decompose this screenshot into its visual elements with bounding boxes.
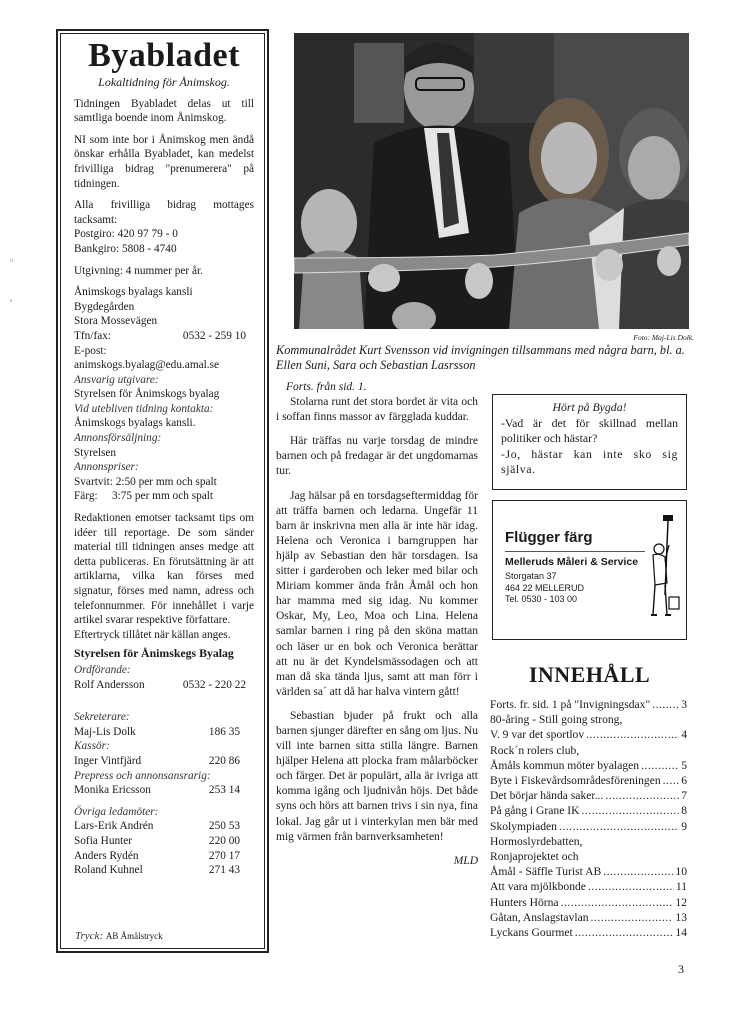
issues-text: Utgivning: 4 nummer per år. bbox=[74, 264, 203, 277]
contents-leader-dots bbox=[663, 773, 680, 788]
ad-price-bw: Svartvit: 2:50 per mm och spalt bbox=[74, 475, 217, 488]
other-member-phone: 270 17 bbox=[208, 849, 240, 862]
ad-prices-label: Annonspriser: bbox=[74, 461, 139, 474]
advertisement-box bbox=[492, 500, 687, 640]
contents-entry bbox=[490, 864, 687, 879]
article-paragraph: Jag hälsar på en torsdagseftermiddag för att träffa barnen och ledarna. Ungefär 11 barn är inskrivna men alla är inte här idag. Helena och Veronica i barngruppen har hjälp av Sebastian den här torsdagen. Isa sitter i garderoben och leker med bilar och Miriam kommer ända från Åmål och hon har mamma med sig idag. Nu kommer Oskar, My, Leo, Moa och Lina. Helena samlar barnen i ring på den sköna mattan och läser ur en bok och Veronica berättar att nu är det Kyndelsmässodagen och att man då ska tända ljus, samt att man förr i världen sa´ att då har halva vintern gått! bbox=[276, 489, 478, 698]
board-member-name: Rolf Andersson bbox=[74, 678, 145, 691]
contents-entry-page: 5 bbox=[681, 758, 687, 772]
other-member-phone: 220 00 bbox=[208, 834, 240, 847]
masthead-info-box bbox=[60, 33, 265, 949]
contents-entry bbox=[490, 895, 687, 910]
contents-entry bbox=[490, 803, 687, 818]
contents-entry-page: 3 bbox=[681, 698, 687, 711]
contents-leader-dots bbox=[559, 819, 679, 834]
editorial-text: Redaktionen emotser tacksamt tips om idéer till reportage. De som sänder material till tidningen anses medge att detta publiceras. En förutsättning är att artiklarna, vilka kan förses med signatur, förses med namn, adress och telefonnummer. För innehållet i varje artikel svarar respektive författare. bbox=[74, 512, 254, 627]
contents-leader-dots bbox=[641, 758, 679, 773]
contents-leader-dots bbox=[591, 910, 674, 925]
phone-value: 0532 - 259 10 bbox=[182, 329, 246, 342]
ad-divider bbox=[505, 551, 645, 552]
contents-entry-title: 80-åring - Still going strong, bbox=[490, 713, 623, 727]
contents-entry bbox=[490, 788, 687, 803]
contents-entry bbox=[490, 758, 687, 773]
contents-entry bbox=[490, 773, 687, 788]
board-member-name: Monika Ericsson bbox=[74, 784, 151, 797]
other-member bbox=[74, 819, 254, 834]
article-column bbox=[276, 380, 478, 869]
board-role: Kassör: bbox=[74, 740, 110, 753]
board-role: Sekreterare: bbox=[74, 711, 130, 724]
board-member bbox=[74, 725, 254, 740]
contents-entry bbox=[490, 819, 687, 834]
quote-box bbox=[492, 394, 687, 490]
contents-entry-page: 12 bbox=[675, 895, 687, 909]
photo-illustration bbox=[294, 33, 689, 329]
contents-entry-title: Åmål - Säffle Turist AB bbox=[490, 865, 602, 879]
donations-text: Alla frivilliga bidrag mottages tacksamt: bbox=[74, 199, 254, 226]
ad-phone: Tel. 0530 - 103 00 bbox=[505, 594, 578, 604]
contents-leader-dots bbox=[561, 895, 674, 910]
board-member bbox=[74, 783, 254, 798]
ad-price-color-value: 3:75 per mm och spalt bbox=[112, 490, 214, 503]
bankgiro: Bankgiro: 5808 - 4740 bbox=[74, 242, 177, 255]
contents-entry-page: 7 bbox=[681, 789, 687, 803]
office-line: Bygdegården bbox=[74, 300, 135, 313]
board-member-phone: 0532 - 220 22 bbox=[182, 678, 246, 691]
board-member-phone: 220 86 bbox=[208, 754, 240, 767]
subscribe-text: NI som inte bor i Ånimskog men ändå önskar erhålla Byabladet, kan medelst frivilliga bidrag "prenumerera" på tidningen. bbox=[74, 133, 254, 190]
continued-label: Forts. från sid. 1. bbox=[286, 381, 367, 393]
ad-company: Melleruds Måleri & Service bbox=[505, 556, 639, 568]
article-paragraph: Stolarna runt det stora bordet är vita och i soffan finns massor av färgglada kuddar. bbox=[276, 396, 478, 424]
article-paragraph: Sebastian bjuder på frukt och alla barnen sjunger därefter en sång om ljus. Nu vill inte barnen sitta stilla längre. Barnen hjälper Helena att plocka fram målarböcker och färger. Det är populärt, alla är ivriga att komma igång och ljudnivån höjs. Det både syns och hörs att barnen trivs i sin nya, fina lokal. Jag går ut i vinterkylan men bär med mig värmen från barnverksamheten! bbox=[276, 709, 478, 843]
contents-entry-title: Åmåls kommun möter byalagen bbox=[490, 758, 640, 772]
contents-leader-dots bbox=[588, 879, 674, 894]
printer-line bbox=[75, 929, 163, 944]
board-member-phone: 253 14 bbox=[208, 784, 240, 797]
masthead-tagline: Lokaltidning för Ånimskog. bbox=[98, 75, 230, 89]
ad-brand: Flügger färg bbox=[505, 529, 593, 546]
contents-entry bbox=[490, 834, 687, 849]
contents-leader-dots bbox=[575, 925, 674, 940]
contents-entry-page: 9 bbox=[681, 819, 687, 833]
other-member-name: Sofia Hunter bbox=[74, 834, 133, 847]
ad-postal: 464 22 MELLERUD bbox=[505, 582, 585, 593]
other-member-name: Anders Rydén bbox=[74, 849, 139, 862]
contents-entry bbox=[490, 879, 687, 894]
ad-price-color-row bbox=[74, 489, 254, 504]
page-number: 3 bbox=[678, 962, 684, 976]
other-member-name: Lars-Erik Andrén bbox=[74, 820, 154, 833]
photo-credit: Foto: Maj-Lis Dolk. bbox=[633, 333, 694, 342]
contents-leader-dots bbox=[586, 727, 679, 742]
board-role: Ordförande: bbox=[74, 663, 131, 676]
contents-entry-title: Forts. fr. sid. 1 på "Invigningsdax" bbox=[490, 698, 651, 711]
photo-caption: Kommunalrådet Kurt Svensson vid invigningen tillsammans med några barn, bl. a. Ellen Suni, Sara och Sebastian Lasrsson bbox=[276, 343, 685, 372]
contents-entry-title: Att vara mjölkbonde bbox=[490, 880, 586, 894]
contents-leader-dots bbox=[605, 788, 679, 803]
contents-entry bbox=[490, 697, 687, 712]
table-of-contents bbox=[490, 697, 687, 940]
contents-title: INNEHÅLL bbox=[528, 662, 651, 687]
scan-speck: o bbox=[10, 258, 13, 264]
scan-speck: s bbox=[10, 298, 13, 304]
quote-title: Hört på Bygda! bbox=[552, 400, 627, 414]
contents-entry-title: Hunters Hörna bbox=[490, 895, 559, 909]
intro-text: Tidningen Byabladet delas ut till samtliga boende inom Ånimskog. bbox=[74, 97, 254, 125]
ribbon-cutting-photo bbox=[294, 33, 689, 329]
ad-street: Storgatan 37 bbox=[505, 571, 557, 581]
quote-answer: -Jo, hästar kan inte sko sig själva. bbox=[501, 446, 678, 476]
contents-entry-page: 10 bbox=[675, 865, 687, 879]
contents-leader-dots bbox=[652, 697, 679, 712]
others-label: Övriga ledamöter: bbox=[74, 805, 159, 818]
contents-entry-page: 8 bbox=[681, 804, 687, 818]
contents-entry-title: Gåtan, Anslagstavlan bbox=[490, 910, 589, 924]
contents-entry-title: På gång i Grane IK bbox=[490, 804, 580, 818]
contents-entry bbox=[490, 925, 687, 940]
masthead-title: Byabladet bbox=[88, 37, 240, 74]
reprint-text: Eftertryck tillåtet när källan anges. bbox=[74, 628, 231, 641]
board-member bbox=[74, 678, 254, 693]
contents-entry bbox=[490, 910, 687, 925]
contents-entry bbox=[490, 849, 687, 864]
contents-leader-dots bbox=[582, 803, 680, 818]
ad-price-color-label: Färg: bbox=[74, 490, 98, 503]
ads-sales-value: Styrelsen bbox=[74, 446, 117, 459]
other-member-phone: 271 43 bbox=[208, 864, 240, 877]
contents-entry-title: Det börjar hända saker... bbox=[490, 789, 604, 803]
quote-question: -Vad är det för skillnad mellan politiker och hästar? bbox=[501, 415, 678, 445]
office-line: Ånimskogs byalags kansli bbox=[74, 286, 193, 299]
office-line: Stora Mossevägen bbox=[74, 315, 158, 328]
contents-entry-title: V. 9 var det sportlov bbox=[490, 728, 585, 742]
publisher-label: Ansvarig utgivare: bbox=[74, 373, 159, 386]
email-value[interactable]: animskogs.byalag@edu.amal.se bbox=[74, 359, 219, 372]
article-paragraph: Här träffas nu varje torsdag de mindre barnen och på fredagar är det ungdomarnas tur. bbox=[276, 435, 478, 478]
contents-entry bbox=[490, 712, 687, 727]
postgiro: Postgiro: 420 97 79 - 0 bbox=[74, 228, 178, 241]
other-member bbox=[74, 849, 254, 864]
contents-entry-page: 14 bbox=[675, 926, 687, 940]
phone-label: Tfn/fax: bbox=[74, 329, 112, 342]
contents-entry-page: 13 bbox=[675, 910, 687, 924]
other-member bbox=[74, 863, 254, 878]
contents-entry-title: Skolympiaden bbox=[490, 819, 557, 833]
contents-entry-page: 4 bbox=[681, 728, 687, 742]
contents-entry-page: 6 bbox=[681, 774, 687, 788]
ads-sales-label: Annonsförsäljning: bbox=[74, 432, 162, 445]
board-member bbox=[74, 754, 254, 769]
board-member-name: Maj-Lis Dolk bbox=[74, 725, 136, 738]
contents-entry bbox=[490, 727, 687, 742]
ad-address bbox=[505, 571, 584, 606]
contents-entry-page: 11 bbox=[675, 880, 687, 894]
article-signature: MLD bbox=[453, 854, 478, 867]
printer-value: AB Åmålstryck bbox=[105, 931, 163, 942]
printer-label: Tryck: bbox=[75, 930, 104, 943]
other-member-name: Roland Kuhnel bbox=[74, 864, 143, 877]
board-member-phone: 186 35 bbox=[208, 725, 240, 738]
contents-entry-title: Byte i Fiskevårdsområdesföreningen bbox=[490, 774, 661, 788]
email-label: E-post: bbox=[74, 344, 107, 357]
board-member-name: Inger Vintfjärd bbox=[74, 754, 142, 767]
painter-with-roller-icon bbox=[647, 515, 683, 625]
other-member bbox=[74, 834, 254, 849]
contents-entry-title: Lyckans Gourmet bbox=[490, 926, 573, 940]
contents-entry-title: Ronjaprojektet och bbox=[490, 850, 579, 864]
contents-entry-title: Hormoslyrdebatten, bbox=[490, 834, 583, 848]
missing-value: Ånimskogs byalags kansli. bbox=[74, 417, 196, 430]
board-title: Styrelsen för Ånimskegs Byalag bbox=[74, 646, 234, 661]
contents-leader-dots bbox=[603, 864, 673, 879]
contents-entry-title: Rock´n rolers club, bbox=[490, 743, 580, 757]
board-role: Prepress och annonsansrarig: bbox=[74, 769, 211, 782]
contents-entry bbox=[490, 743, 687, 758]
missing-label: Vid utebliven tidning kontakta: bbox=[74, 402, 214, 415]
other-member-phone: 250 53 bbox=[208, 820, 240, 833]
phone-row bbox=[74, 329, 254, 344]
publisher-value: Styrelsen för Ånimskogs byalag bbox=[74, 388, 220, 401]
